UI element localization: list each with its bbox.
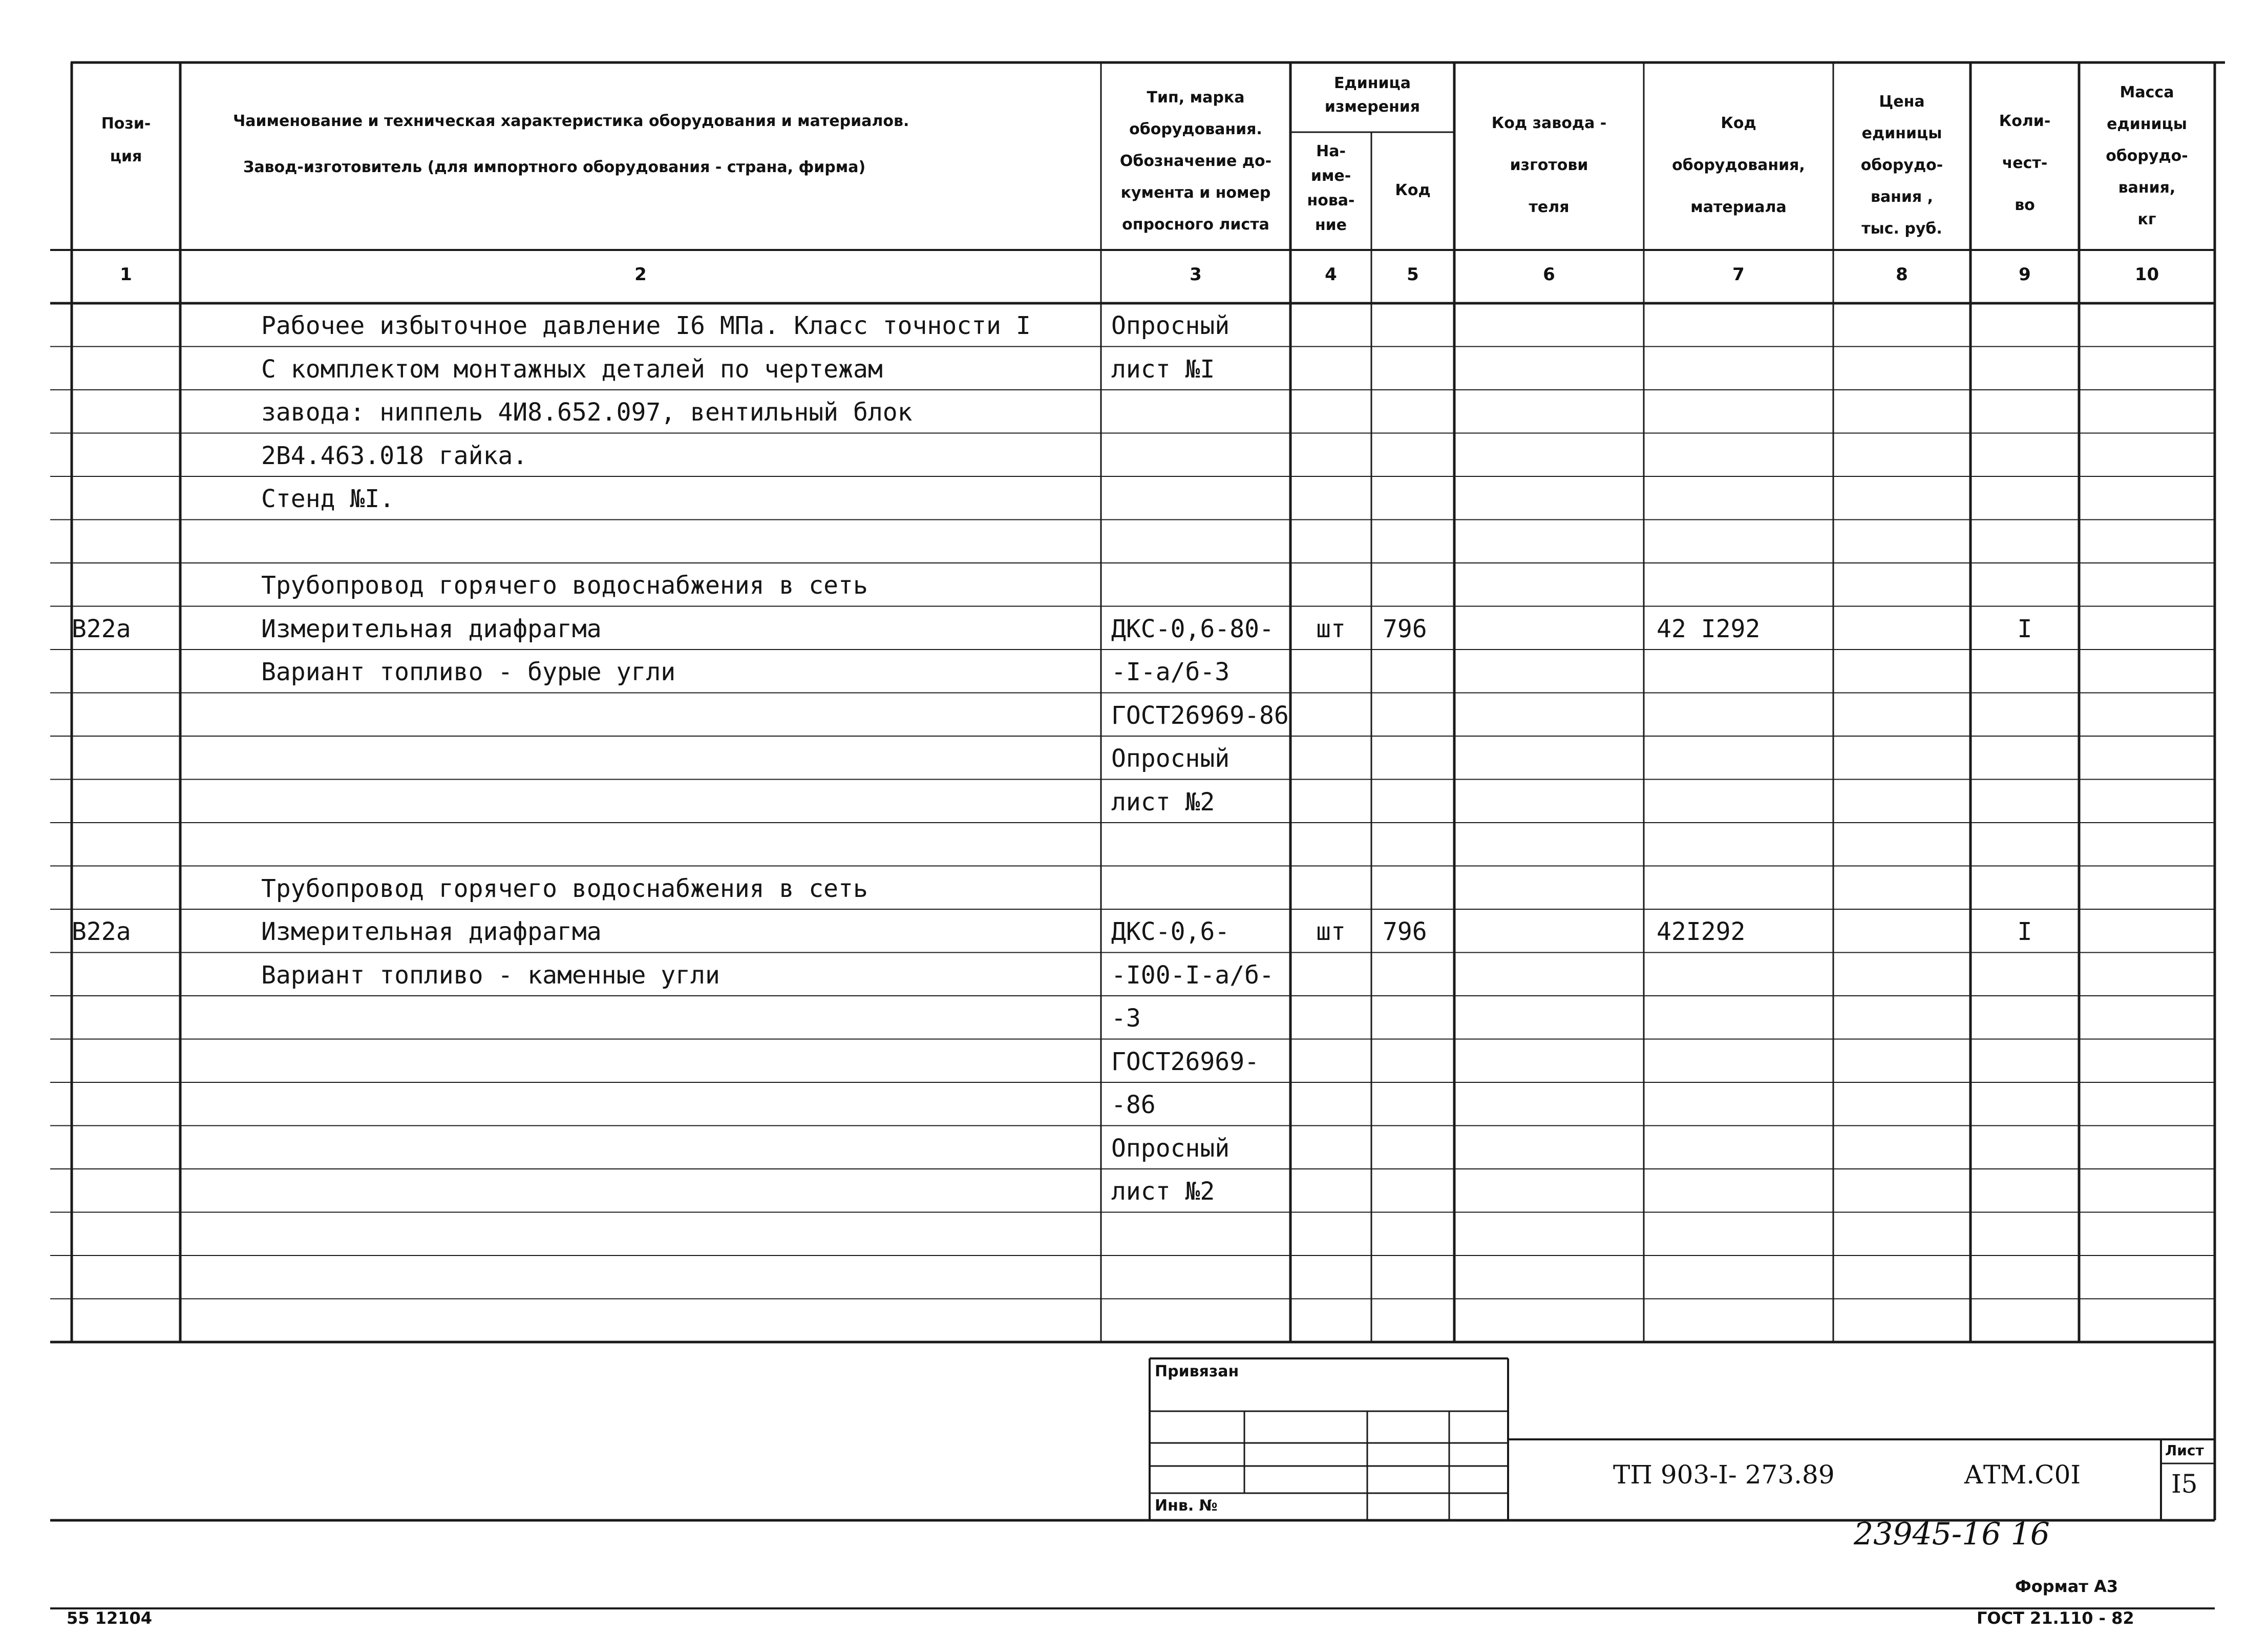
row-name: Измерительная диафрагма	[261, 917, 602, 946]
header-price: Цена единицы оборудо- вания , тыс. руб.	[1860, 93, 1943, 238]
standard-label: ГОСТ 21.110 - 82	[1977, 1608, 2134, 1628]
header-mass: Масса единицы оборудо- вания, кг	[2106, 83, 2188, 228]
stamp-sheet-number: I5	[2171, 1469, 2198, 1499]
row-type: -86	[1111, 1091, 1156, 1119]
row-type: Опросный	[1111, 311, 1230, 340]
column-number: 2	[634, 264, 647, 285]
header-unit-name: На- име- нова- ние	[1307, 142, 1355, 234]
row-equipment-code: 42 I292	[1657, 614, 1761, 643]
row-name: Трубопровод горячего водоснабжения в сеть	[261, 571, 868, 600]
row-type: -3	[1111, 1004, 1141, 1033]
row-type: Опросный	[1111, 1134, 1230, 1163]
stamp-privyazan: Привязан	[1155, 1363, 1239, 1380]
handwritten-number: 23945-16 16	[1854, 1516, 2050, 1552]
row-name: Стенд №I.	[261, 485, 395, 513]
row-quantity: I	[2017, 917, 2032, 946]
row-name: С комплектом монтажных деталей по чертежам	[261, 354, 883, 384]
header-name-line2: Завод-изготовитель (для импортного оборудования - страна, фирма)	[243, 158, 866, 176]
row-quantity: I	[2017, 614, 2032, 643]
header-equipment-code: Код оборудования, материала	[1672, 114, 1805, 216]
row-type: -I-а/б-3	[1111, 658, 1230, 686]
row-type: ДКС-0,6-80-	[1111, 614, 1274, 643]
stamp-doc-code: ТП 903-I- 273.89	[1613, 1460, 1835, 1490]
header-position: Пози- ция	[101, 115, 151, 165]
row-unit: шт	[1316, 614, 1346, 643]
header-name-line1: Чаименование и техническая характеристика оборудования и материалов.	[233, 112, 909, 130]
header-factory-code: Код завода - изготови теля	[1491, 114, 1607, 216]
column-number: 1	[120, 264, 132, 285]
column-number: 7	[1732, 264, 1745, 285]
row-name: завода: ниппель 4И8.652.097, вентильный блок	[261, 398, 913, 427]
format-label: Формат А3	[2015, 1577, 2118, 1596]
column-number: 6	[1543, 264, 1555, 285]
row-name: Измерительная диафрагма	[261, 614, 602, 643]
row-unit-code: 796	[1383, 614, 1427, 643]
sheet-code: 55 12104	[67, 1608, 152, 1628]
column-number: 10	[2134, 264, 2159, 285]
row-equipment-code: 42I292	[1657, 917, 1746, 946]
row-name: 2В4.463.018 гайка.	[261, 441, 528, 470]
row-name: Трубопровод горячего водоснабжения в сеть	[261, 874, 868, 903]
row-type: лист №2	[1111, 787, 1215, 816]
row-type: лист №2	[1111, 1177, 1215, 1206]
column-number: 9	[2019, 264, 2031, 285]
row-type: ГОСТ26969-	[1111, 1047, 1259, 1076]
header-quantity: Коли- чест- во	[1999, 112, 2051, 214]
column-number: 4	[1325, 264, 1337, 285]
column-number: 8	[1896, 264, 1908, 285]
row-type: -I00-I-а/б-	[1111, 960, 1274, 990]
row-unit: шт	[1316, 917, 1346, 946]
stamp-sheet-label: Лист	[2165, 1442, 2204, 1459]
stamp-inv-no: Инв. №	[1155, 1497, 1218, 1515]
column-number: 5	[1407, 264, 1419, 285]
row-position: В22а	[72, 614, 131, 643]
row-position: В22а	[72, 917, 131, 946]
row-name: Вариант топливо - каменные угли	[261, 960, 720, 990]
row-name: Вариант топливо - бурые угли	[261, 658, 676, 686]
header-unit-code: Код	[1395, 181, 1431, 199]
column-number: 3	[1190, 264, 1202, 285]
row-type: ДКС-0,6-	[1111, 917, 1230, 946]
row-type: ГОСТ26969-86	[1111, 701, 1289, 730]
row-unit-code: 796	[1383, 917, 1427, 946]
header-type: Тип, марка оборудования. Обозначение до- кумента и номер опросного листа	[1119, 89, 1272, 234]
row-type: лист №I	[1111, 354, 1215, 384]
row-type: Опросный	[1111, 744, 1230, 773]
header-unit-group: Единица измерения	[1324, 74, 1421, 116]
stamp-mark: АТМ.С0I	[1964, 1460, 2081, 1490]
row-name: Рабочее избыточное давление I6 МПа. Класс точности I	[261, 311, 1031, 340]
